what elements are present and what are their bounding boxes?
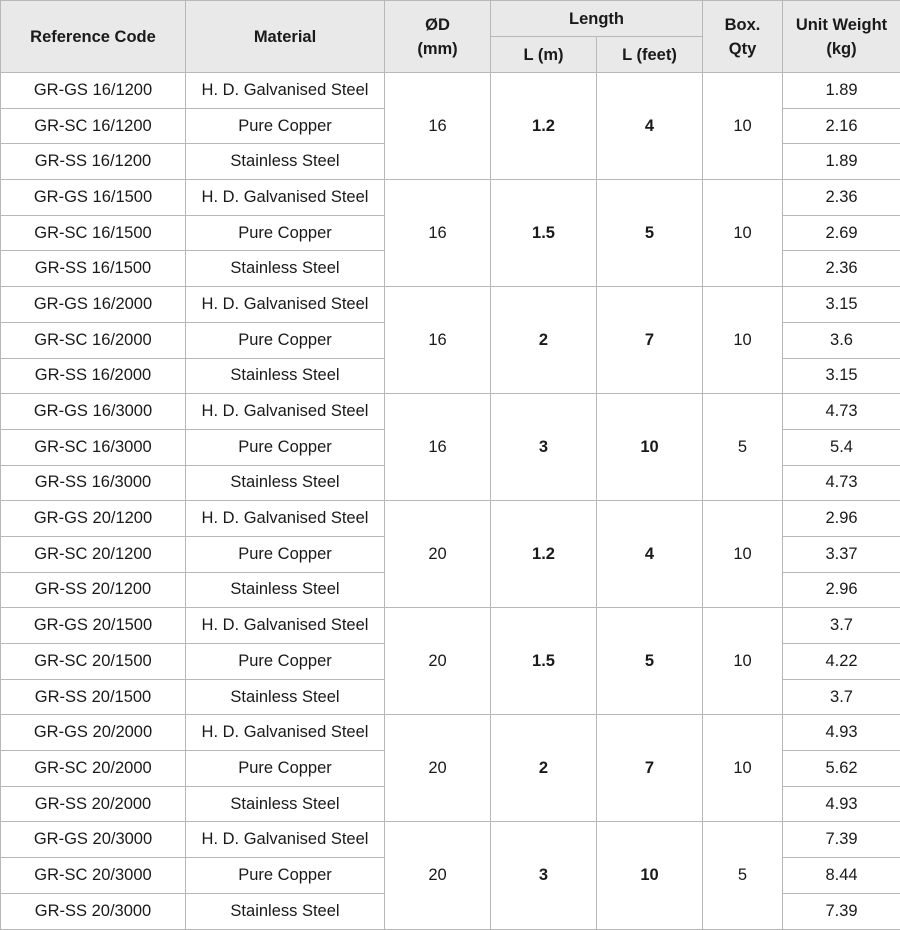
cell-length-m: 1.5 — [491, 180, 597, 287]
cell-box-qty: 10 — [703, 715, 783, 822]
cell-unit-weight: 3.15 — [783, 287, 900, 323]
cell-reference-code: GR-GS 16/3000 — [1, 394, 186, 430]
cell-unit-weight: 3.37 — [783, 536, 900, 572]
cell-diameter: 16 — [385, 394, 491, 501]
cell-reference-code: GR-SC 20/2000 — [1, 751, 186, 787]
header-length-m: L (m) — [491, 37, 597, 73]
table-row — [1, 394, 900, 430]
cell-diameter: 16 — [385, 73, 491, 180]
cell-unit-weight: 4.93 — [783, 786, 900, 822]
cell-unit-weight: 5.4 — [783, 429, 900, 465]
cell-length-feet: 5 — [597, 180, 703, 287]
cell-diameter: 20 — [385, 822, 491, 929]
cell-material: H. D. Galvanised Steel — [186, 394, 385, 430]
cell-reference-code: GR-SS 20/2000 — [1, 786, 186, 822]
cell-reference-code: GR-SC 20/1500 — [1, 644, 186, 680]
cell-material: Stainless Steel — [186, 572, 385, 608]
table-row — [1, 287, 900, 323]
cell-unit-weight: 1.89 — [783, 73, 900, 109]
cell-reference-code: GR-SC 16/1500 — [1, 215, 186, 251]
cell-material: Stainless Steel — [186, 144, 385, 180]
cell-diameter: 20 — [385, 608, 491, 715]
cell-reference-code: GR-GS 16/2000 — [1, 287, 186, 323]
cell-material: Stainless Steel — [186, 679, 385, 715]
cell-unit-weight: 3.7 — [783, 679, 900, 715]
cell-reference-code: GR-SS 16/3000 — [1, 465, 186, 501]
cell-material: Stainless Steel — [186, 251, 385, 287]
cell-reference-code: GR-GS 20/3000 — [1, 822, 186, 858]
cell-unit-weight: 4.73 — [783, 465, 900, 501]
cell-unit-weight: 3.15 — [783, 358, 900, 394]
cell-reference-code: GR-GS 20/1200 — [1, 501, 186, 537]
cell-reference-code: GR-SS 20/1200 — [1, 572, 186, 608]
cell-reference-code: GR-SC 16/1200 — [1, 108, 186, 144]
cell-material: H. D. Galvanised Steel — [186, 715, 385, 751]
cell-material: Pure Copper — [186, 429, 385, 465]
table-row — [1, 501, 900, 537]
cell-reference-code: GR-GS 20/2000 — [1, 715, 186, 751]
header-box-qty: Box. Qty — [703, 1, 783, 73]
header-length-feet: L (feet) — [597, 37, 703, 73]
cell-unit-weight: 2.96 — [783, 501, 900, 537]
cell-box-qty: 10 — [703, 73, 783, 180]
cell-unit-weight: 4.22 — [783, 644, 900, 680]
cell-unit-weight: 2.36 — [783, 180, 900, 216]
table-row — [1, 180, 900, 216]
cell-material: H. D. Galvanised Steel — [186, 73, 385, 109]
cell-reference-code: GR-SS 16/1200 — [1, 144, 186, 180]
cell-box-qty: 5 — [703, 822, 783, 929]
cell-unit-weight: 4.73 — [783, 394, 900, 430]
cell-reference-code: GR-SS 20/1500 — [1, 679, 186, 715]
cell-reference-code: GR-SC 16/3000 — [1, 429, 186, 465]
cell-length-m: 2 — [491, 287, 597, 394]
cell-diameter: 16 — [385, 287, 491, 394]
cell-unit-weight: 2.36 — [783, 251, 900, 287]
cell-material: Stainless Steel — [186, 786, 385, 822]
cell-box-qty: 10 — [703, 608, 783, 715]
table-row — [1, 73, 900, 109]
header-length: Length — [491, 1, 703, 37]
header-reference-code: Reference Code — [1, 1, 186, 73]
cell-length-feet: 10 — [597, 394, 703, 501]
cell-box-qty: 10 — [703, 501, 783, 608]
header-diameter: ØD (mm) — [385, 1, 491, 73]
cell-box-qty: 10 — [703, 287, 783, 394]
cell-length-feet: 4 — [597, 73, 703, 180]
cell-length-feet: 7 — [597, 715, 703, 822]
cell-length-m: 1.2 — [491, 73, 597, 180]
cell-material: Stainless Steel — [186, 465, 385, 501]
cell-length-m: 1.2 — [491, 501, 597, 608]
cell-reference-code: GR-GS 20/1500 — [1, 608, 186, 644]
cell-material: H. D. Galvanised Steel — [186, 287, 385, 323]
cell-material: H. D. Galvanised Steel — [186, 822, 385, 858]
cell-unit-weight: 3.7 — [783, 608, 900, 644]
cell-material: Pure Copper — [186, 215, 385, 251]
cell-length-m: 1.5 — [491, 608, 597, 715]
cell-material: Pure Copper — [186, 536, 385, 572]
cell-unit-weight: 7.39 — [783, 893, 900, 929]
cell-material: H. D. Galvanised Steel — [186, 180, 385, 216]
table-body — [1, 73, 900, 930]
cell-material: Stainless Steel — [186, 893, 385, 929]
cell-unit-weight: 2.96 — [783, 572, 900, 608]
cell-unit-weight: 8.44 — [783, 858, 900, 894]
cell-unit-weight: 2.69 — [783, 215, 900, 251]
cell-unit-weight: 5.62 — [783, 751, 900, 787]
cell-length-feet: 7 — [597, 287, 703, 394]
cell-reference-code: GR-GS 16/1500 — [1, 180, 186, 216]
cell-reference-code: GR-SS 20/3000 — [1, 893, 186, 929]
cell-length-feet: 4 — [597, 501, 703, 608]
cell-reference-code: GR-SC 16/2000 — [1, 322, 186, 358]
cell-unit-weight: 2.16 — [783, 108, 900, 144]
cell-material: Pure Copper — [186, 322, 385, 358]
table-row — [1, 822, 900, 858]
cell-diameter: 16 — [385, 180, 491, 287]
table-row — [1, 715, 900, 751]
cell-reference-code: GR-SC 20/1200 — [1, 536, 186, 572]
cell-box-qty: 10 — [703, 180, 783, 287]
table-row — [1, 608, 900, 644]
cell-material: Pure Copper — [186, 644, 385, 680]
cell-reference-code: GR-SC 20/3000 — [1, 858, 186, 894]
cell-length-feet: 10 — [597, 822, 703, 929]
cell-reference-code: GR-GS 16/1200 — [1, 73, 186, 109]
cell-material: H. D. Galvanised Steel — [186, 501, 385, 537]
cell-length-m: 2 — [491, 715, 597, 822]
cell-unit-weight: 4.93 — [783, 715, 900, 751]
cell-material: Pure Copper — [186, 108, 385, 144]
cell-length-m: 3 — [491, 822, 597, 929]
cell-reference-code: GR-SS 16/2000 — [1, 358, 186, 394]
cell-unit-weight: 3.6 — [783, 322, 900, 358]
cell-unit-weight: 1.89 — [783, 144, 900, 180]
cell-length-m: 3 — [491, 394, 597, 501]
cell-diameter: 20 — [385, 715, 491, 822]
cell-material: Stainless Steel — [186, 358, 385, 394]
cell-material: Pure Copper — [186, 858, 385, 894]
cell-reference-code: GR-SS 16/1500 — [1, 251, 186, 287]
header-unit-weight: Unit Weight (kg) — [783, 1, 900, 73]
cell-unit-weight: 7.39 — [783, 822, 900, 858]
cell-material: H. D. Galvanised Steel — [186, 608, 385, 644]
cell-length-feet: 5 — [597, 608, 703, 715]
header-material: Material — [186, 1, 385, 73]
cell-box-qty: 5 — [703, 394, 783, 501]
cell-material: Pure Copper — [186, 751, 385, 787]
table-header — [1, 1, 900, 73]
cell-diameter: 20 — [385, 501, 491, 608]
